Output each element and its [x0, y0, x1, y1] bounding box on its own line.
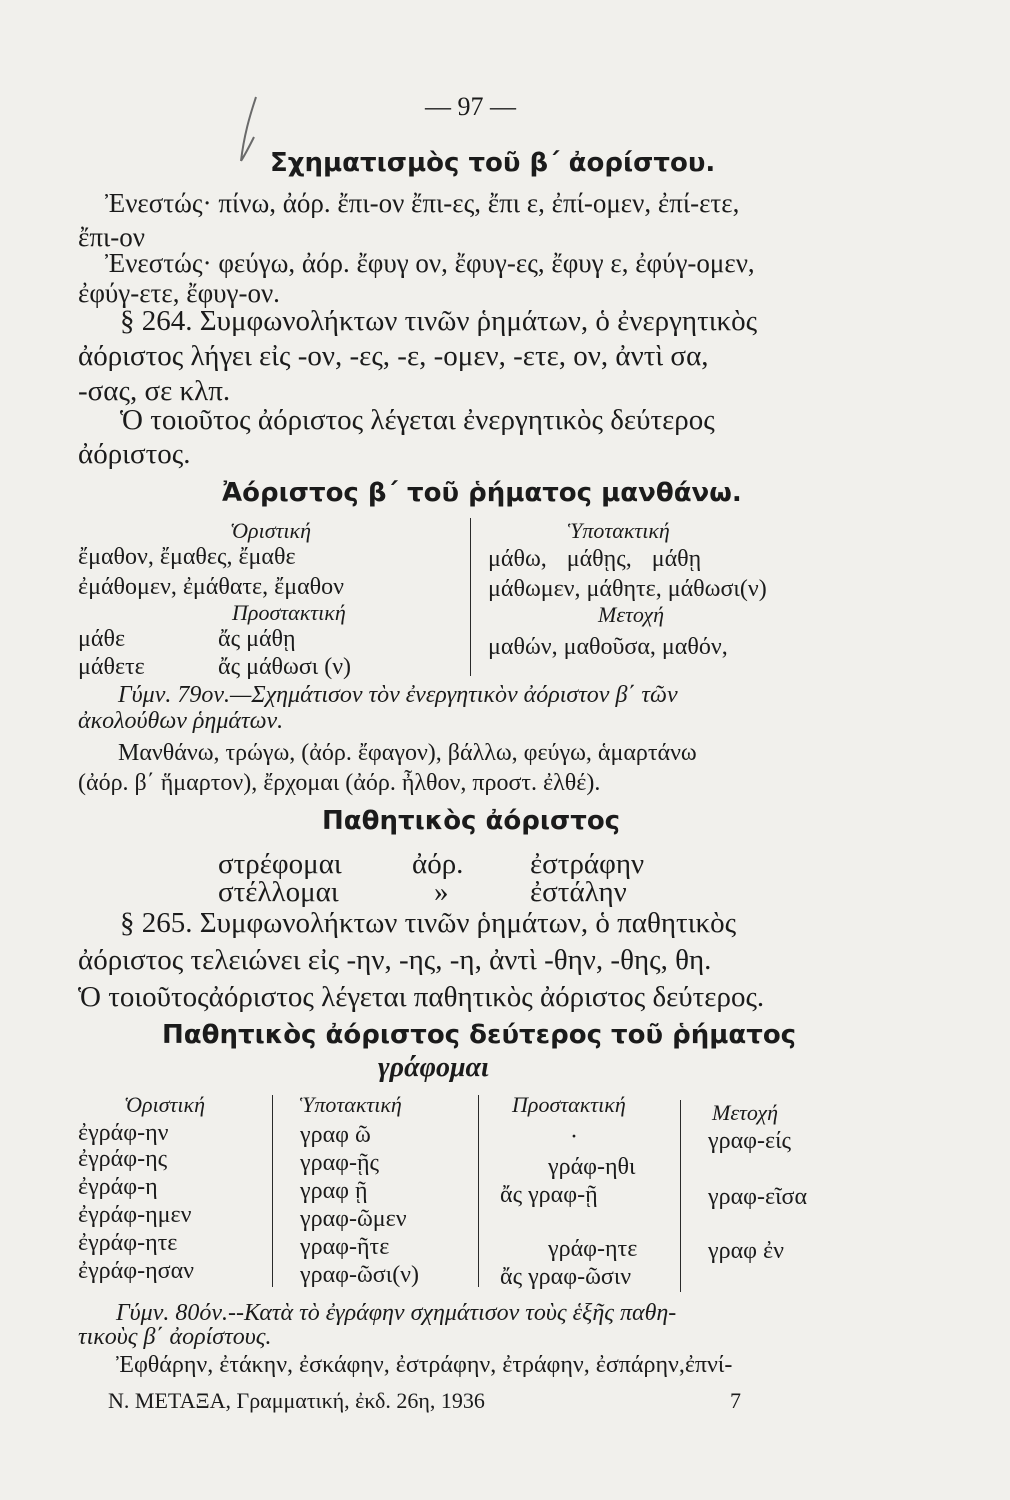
table-cell: ἄς γραφ-ῇ — [500, 1182, 598, 1208]
verb-example: στέλλομαι — [218, 876, 339, 908]
exercise-80-line: τικοὺς β΄ ἀορίστους. — [78, 1324, 272, 1350]
paragraph-265-line: ἀόριστος τελειώνει εἰς -ην, -ης, -η, ἀντὶ -θην, -θης, θη. — [78, 944, 712, 976]
table-cell: ἐγράφ-ητε — [78, 1230, 178, 1256]
paragraph-264-line: -σας, σε κλπ. — [78, 375, 231, 407]
exercise-79-line: Γύμν. 79ον.—Σχημάτισον τὸν ἐνεργητικὸν ἀόριστον β΄ τῶν — [118, 682, 678, 708]
table-header: Ὑποτακτική — [568, 518, 670, 543]
table-header: Προστακτική — [512, 1092, 626, 1117]
text-line: ἐφύγ-ετε, ἔφυγ-ον. — [78, 278, 280, 308]
verb-example: » — [434, 876, 449, 908]
paragraph-265-line: § 265. Συμφωνολήκτων τινῶν ῥημάτων, ὁ παθητικὸς — [120, 907, 737, 939]
text-line: Ἐνεστώς· φεύγω, ἀόρ. ἔφυγ ον, ἔφυγ-ες, ἔφυγ ε, ἐφύγ-ομεν, — [105, 248, 755, 278]
table-cell: γραφ ῶ — [300, 1122, 371, 1148]
table-header: Ὁριστική — [124, 1092, 206, 1117]
exercise-79-line: (ἀόρ. β΄ ἥμαρτον), ἔρχομαι (ἀόρ. ἦλθον, προστ. ἐλθέ). — [78, 770, 601, 796]
table-cell: ἐγράφ-ησαν — [78, 1258, 194, 1284]
table-header: Ὑποτακτική — [300, 1092, 402, 1117]
exercise-80-line: Γύμν. 80όν.--Κατὰ τὸ ἐγράφην σχημάτισον τοὺς ἑξῆς παθη- — [116, 1300, 677, 1326]
table-cell: γραφ-ῶμεν — [300, 1206, 407, 1232]
verb-example: ἐστράφην — [530, 848, 645, 880]
text-line: ἔπι-ον — [78, 222, 145, 252]
table-cell: γραφ-εῖσα — [708, 1184, 808, 1210]
paragraph-264-line: Ὁ τοιοῦτος ἀόριστος λέγεται ἐνεργητικὸς δεύτερος — [120, 404, 715, 436]
text-line: Ἐνεστώς· πίνω, ἀόρ. ἔπι-ον ἔπι-ες, ἔπι ε, ἐπί-ομεν, ἐπί-ετε, — [105, 188, 740, 218]
table-header: Ὁριστική — [230, 518, 312, 543]
table-cell: ἄς μάθωσι (ν) — [218, 654, 352, 680]
paragraph-264-line: ἀόριστος λήγει εἰς -ον, -ες, -ε, -ομεν, -ετε, ον, ἀντὶ σα, — [78, 340, 709, 372]
exercise-80-line: Ἐφθάρην, ἐτάκην, ἐσκάφην, ἐστράφην, ἐτράφην, ἐσπάρην,ἐπνί- — [116, 1352, 733, 1378]
table-cell: ἐγράφ-ην — [78, 1120, 169, 1146]
page-number: — 97 — — [425, 92, 516, 121]
table-cell: ἐγράφ-ημεν — [78, 1202, 192, 1228]
table-cell: γραφ ῇ — [300, 1178, 368, 1204]
table-header: Μετοχή — [712, 1100, 779, 1125]
table-divider — [470, 518, 471, 676]
paragraph-264-line: ἀόριστος. — [78, 438, 191, 470]
table-title-verb: γράφομαι — [378, 1052, 489, 1083]
table-cell: γραφ-ῶσι(ν) — [300, 1262, 420, 1288]
table-cell: μαθών, μαθοῦσα, μαθόν, — [488, 634, 728, 660]
table-cell: γράφ-ηθι — [548, 1154, 636, 1180]
table-header: Μετοχή — [598, 602, 665, 627]
table-cell: μάθωμεν, μάθητε, μάθωσι(ν) — [488, 576, 767, 602]
table-cell: · — [570, 1124, 578, 1150]
table-cell: μάθετε — [78, 654, 145, 680]
table-divider — [478, 1095, 479, 1287]
table-cell: ἄς γραφ-ῶσιν — [500, 1264, 632, 1290]
table-cell: γραφ ἐν — [708, 1238, 784, 1264]
table-cell: ἐγράφ-ης — [78, 1146, 168, 1172]
paragraph-265-line: Ὁ τοιοῦτοςἀόριστος λέγεται παθητικὸς ἀόριστος δεύτερος. — [78, 981, 765, 1013]
section-title-passive-aorist: Παθητικὸς ἀόριστος — [322, 806, 621, 836]
verb-example: ἀόρ. — [412, 848, 464, 880]
footer-signature-mark: 7 — [730, 1388, 741, 1413]
paragraph-264-line: § 264. Συμφωνολήκτων τινῶν ῥημάτων, ὁ ἐνεργητικὸς — [120, 305, 758, 337]
table-cell: ἐγράφ-η — [78, 1174, 158, 1200]
table-cell: γραφ-ῆτε — [300, 1234, 390, 1260]
table-cell: ἄς μάθῃ — [218, 626, 296, 652]
table-title-mathano: Ἀόριστος β΄ τοῦ ῥήματος μανθάνω. — [222, 478, 742, 508]
table-divider — [680, 1100, 681, 1292]
table-header: Προστακτική — [232, 600, 346, 625]
table-cell: γραφ-ῇς — [300, 1150, 380, 1176]
table-cell: γράφ-ητε — [548, 1236, 638, 1262]
verb-example: στρέφομαι — [218, 848, 342, 880]
exercise-79-line: ἀκολούθων ῥημάτων. — [78, 708, 284, 734]
handwritten-pencil-mark — [238, 95, 260, 165]
table-title-grafomai: Παθητικὸς ἀόριστος δεύτερος τοῦ ῥήματος — [162, 1020, 797, 1050]
table-cell: ἔμαθον, ἔμαθες, ἔμαθε — [78, 544, 296, 570]
footer-citation: Ν. ΜΕΤΑΞΑ, Γραμματική, ἐκδ. 26η, 1936 — [108, 1388, 485, 1413]
verb-example: ἐστάλην — [530, 876, 627, 908]
table-cell: μάθω, μάθῃς, μάθῃ — [488, 546, 702, 572]
table-cell: γραφ-είς — [708, 1128, 792, 1154]
exercise-79-line: Μανθάνω, τρώγω, (ἀόρ. ἔφαγον), βάλλω, φεύγω, ἁμαρτάνω — [118, 740, 697, 766]
section-title-second-aorist: Σχηματισμὸς τοῦ β΄ ἀορίστου. — [270, 148, 716, 178]
table-divider — [272, 1095, 273, 1287]
table-cell: μάθε — [78, 626, 126, 652]
table-cell: ἐμάθομεν, ἐμάθατε, ἔμαθον — [78, 574, 344, 600]
